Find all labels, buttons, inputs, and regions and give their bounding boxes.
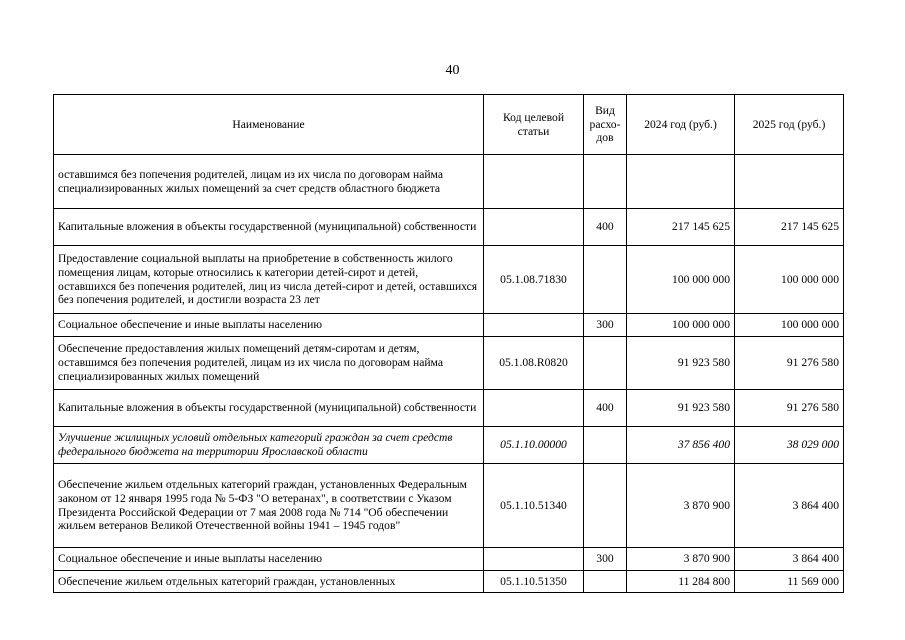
row-type: 400	[584, 209, 627, 246]
row-type: 300	[584, 548, 627, 571]
table-row	[54, 337, 844, 390]
row-code: 05.1.08.R0820	[484, 337, 584, 390]
row-name: Социальное обеспечение и иные выплаты населению	[54, 314, 484, 337]
row-code	[484, 209, 584, 246]
table-row	[54, 571, 844, 593]
table-row	[54, 246, 844, 314]
row-name: Капитальные вложения в объекты государственной (муниципальной) собственности	[54, 209, 484, 246]
row-2025: 38 029 000	[735, 427, 844, 464]
row-2024: 217 145 625	[627, 209, 735, 246]
row-2025: 217 145 625	[735, 209, 844, 246]
row-2024: 91 923 580	[627, 390, 735, 427]
table-row	[54, 209, 844, 246]
header-type: Вид расхо-дов	[584, 95, 627, 155]
row-type	[584, 155, 627, 209]
row-2024: 37 856 400	[627, 427, 735, 464]
row-code: 05.1.10.51350	[484, 571, 584, 593]
row-2024: 91 923 580	[627, 337, 735, 390]
row-name: Предоставление социальной выплаты на приобретение в собственность жилого помещения лицам, которые относились к категории детей-сирот и детей, оставшихся без попечения родителей, лиц из числа детей-сирот и детей, оставшихся без попечения родителей, и достигли возраста 23 лет	[54, 246, 484, 314]
row-2024: 3 870 900	[627, 548, 735, 571]
row-type	[584, 337, 627, 390]
row-code	[484, 548, 584, 571]
row-name: Социальное обеспечение и иные выплаты населению	[54, 548, 484, 571]
table-row	[54, 427, 844, 464]
row-code	[484, 155, 584, 209]
row-name: Обеспечение жильем отдельных категорий граждан, установленных Федеральным законом от 12 января 1995 года № 5-ФЗ "О ветеранах", в соответствии с Указом Президента Российской Федерации от 7 мая 2008 года № 714 "Об обеспечении жильем ветеранов Великой Отечественной войны 1941 – 1945 годов"	[54, 464, 484, 548]
row-code: 05.1.08.71830	[484, 246, 584, 314]
row-2025: 91 276 580	[735, 390, 844, 427]
row-name: Капитальные вложения в объекты государственной (муниципальной) собственности	[54, 390, 484, 427]
header-2025: 2025 год (руб.)	[735, 95, 844, 155]
row-type	[584, 571, 627, 593]
table-row	[54, 548, 844, 571]
header-name: Наименование	[54, 95, 484, 155]
row-name: Обеспечение жильем отдельных категорий граждан, установленных	[54, 571, 484, 593]
row-2025: 3 864 400	[735, 464, 844, 548]
row-name: оставшимся без попечения родителей, лицам из их числа по договорам найма специализированных жилых помещений за счет средств областного бюджета	[54, 155, 484, 209]
page-number: 40	[445, 63, 460, 78]
row-code	[484, 314, 584, 337]
row-2025: 100 000 000	[735, 314, 844, 337]
row-name: Обеспечение предоставления жилых помещений детям-сиротам и детям, оставшимся без попечения родителей, лицам из их числа по договорам найма специализированных жилых помещений	[54, 337, 484, 390]
row-type	[584, 464, 627, 548]
header-row	[54, 95, 844, 155]
budget-table	[53, 94, 844, 593]
row-code: 05.1.10.51340	[484, 464, 584, 548]
header-code: Код целевой статьи	[484, 95, 584, 155]
row-type: 300	[584, 314, 627, 337]
row-2025: 3 864 400	[735, 548, 844, 571]
table-row	[54, 314, 844, 337]
row-type	[584, 246, 627, 314]
row-type	[584, 427, 627, 464]
row-type: 400	[584, 390, 627, 427]
row-2024: 100 000 000	[627, 314, 735, 337]
row-name: Улучшение жилищных условий отдельных категорий граждан за счет средств федерального бюджета на территории Ярославской области	[54, 427, 484, 464]
row-code	[484, 390, 584, 427]
row-2024: 3 870 900	[627, 464, 735, 548]
table-row	[54, 390, 844, 427]
row-2025: 11 569 000	[735, 571, 844, 593]
row-2024	[627, 155, 735, 209]
row-2025	[735, 155, 844, 209]
row-code: 05.1.10.00000	[484, 427, 584, 464]
row-2024: 100 000 000	[627, 246, 735, 314]
row-2025: 100 000 000	[735, 246, 844, 314]
table-row	[54, 155, 844, 209]
row-2025: 91 276 580	[735, 337, 844, 390]
table-row	[54, 464, 844, 548]
header-2024: 2024 год (руб.)	[627, 95, 735, 155]
row-2024: 11 284 800	[627, 571, 735, 593]
